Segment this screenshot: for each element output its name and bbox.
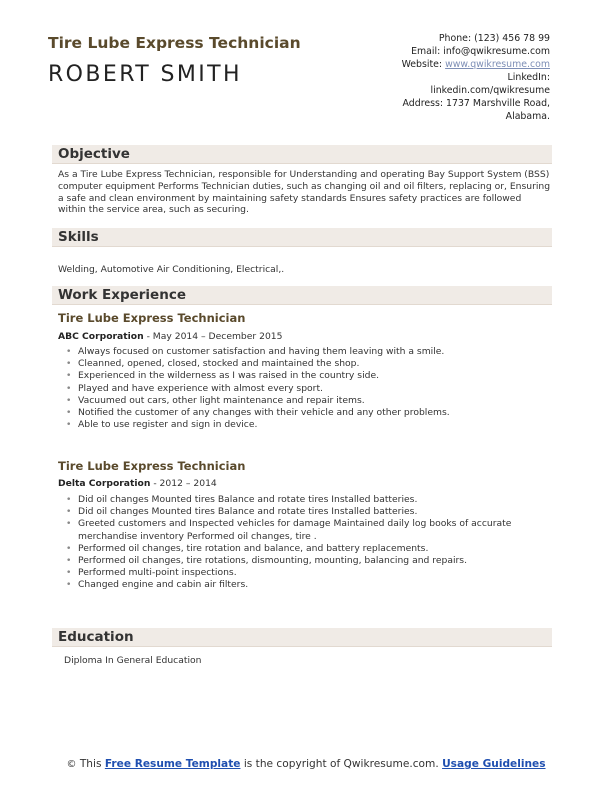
list-item: • Notified the customer of any changes with their vehicle and any other problems. xyxy=(66,407,552,419)
list-item: • Did oil changes Mounted tires Balance and rotate tires Installed batteries. xyxy=(66,494,552,506)
job-1-meta xyxy=(58,331,283,342)
job-2-company: Delta Corporation xyxy=(58,478,151,489)
contact-phone xyxy=(320,32,550,45)
section-title: Work Experience xyxy=(58,287,186,303)
website-label: Website: xyxy=(401,59,443,70)
job-2-meta xyxy=(58,478,217,489)
footer-prefix: This xyxy=(76,758,105,770)
job-2-title: Tire Lube Express Technician xyxy=(58,459,246,473)
list-item: • Performed multi-point inspections. xyxy=(66,567,552,579)
contact-block xyxy=(320,32,550,123)
address-line2: Alabama. xyxy=(505,111,550,122)
resume-job-title: Tire Lube Express Technician xyxy=(48,34,301,52)
job-1-dates: - May 2014 – December 2015 xyxy=(143,331,283,342)
list-item: • Vacuumed out cars, other light maintenance and repair items. xyxy=(66,395,552,407)
job-2-dates: - 2012 – 2014 xyxy=(150,478,217,489)
section-education-header xyxy=(52,628,552,647)
job-2-bullets xyxy=(66,494,552,592)
contact-linkedin-label: LinkedIn: xyxy=(507,72,550,83)
website-link[interactable]: www.qwikresume.com xyxy=(445,59,550,70)
job-1-title: Tire Lube Express Technician xyxy=(58,311,246,325)
usage-guidelines-link[interactable]: Usage Guidelines xyxy=(442,758,546,770)
email-value: info@qwikresume.com xyxy=(443,46,550,57)
contact-email xyxy=(320,45,550,58)
contact-website xyxy=(320,58,550,71)
list-item: • Did oil changes Mounted tires Balance and rotate tires Installed batteries. xyxy=(66,506,552,518)
address-label: Address: xyxy=(402,98,444,109)
section-skills-header xyxy=(52,228,552,247)
free-resume-template-link[interactable]: Free Resume Template xyxy=(104,758,241,770)
contact-linkedin-value: linkedin.com/qwikresume xyxy=(430,85,550,96)
phone-value: (123) 456 78 99 xyxy=(474,33,550,44)
skills-text: Welding, Automotive Air Conditioning, Electrical,. xyxy=(58,264,285,275)
phone-label: Phone: xyxy=(438,33,472,44)
email-label: Email: xyxy=(411,46,441,57)
list-item: • Changed engine and cabin air filters. xyxy=(66,579,552,591)
job-1-bullets xyxy=(66,346,552,431)
candidate-name: ROBERT SMITH xyxy=(48,62,242,87)
list-item: • Performed oil changes, tire rotation and balance, and battery replacements. xyxy=(66,543,552,555)
list-item: • Greeted customers and Inspected vehicles for damage Maintained daily log books of accurate merchandise inventory Performed oil changes, tire . xyxy=(66,518,552,542)
list-item: • Played and have experience with almost every sport. xyxy=(66,383,552,395)
section-objective-header xyxy=(52,145,552,164)
address-line1: 1737 Marshville Road, xyxy=(446,98,550,109)
section-experience-header xyxy=(52,286,552,305)
footer-middle: is the copyright of Qwikresume.com. xyxy=(240,758,443,770)
list-item: • Always focused on customer satisfaction and having them leaving with a smile. xyxy=(66,346,552,358)
copyright-footer xyxy=(52,757,560,772)
education-text: Diploma In General Education xyxy=(64,655,202,666)
contact-address xyxy=(320,97,550,110)
list-item: • Experienced in the wilderness as I was raised in the country side. xyxy=(66,370,552,382)
objective-text: As a Tire Lube Express Technician, responsible for Understanding and operating Bay Support System (BSS) computer equipment Performs Technician duties, such as changing oil and oil filters, replacing or, Ensuring a safe and clean environment by maintaining safety standards Ensures safety practices are followed within the service area, such as securing. xyxy=(58,169,551,216)
list-item: • Able to use register and sign in device. xyxy=(66,419,552,431)
job-1-company: ABC Corporation xyxy=(58,331,144,342)
section-title: Skills xyxy=(58,229,99,245)
section-title: Education xyxy=(58,629,134,645)
copyright-icon: © xyxy=(66,759,77,770)
list-item: • Performed oil changes, tire rotations, dismounting, mounting, balancing and repairs. xyxy=(66,555,552,567)
section-title: Objective xyxy=(58,146,130,162)
list-item: • Cleanned, opened, closed, stocked and maintained the shop. xyxy=(66,358,552,370)
